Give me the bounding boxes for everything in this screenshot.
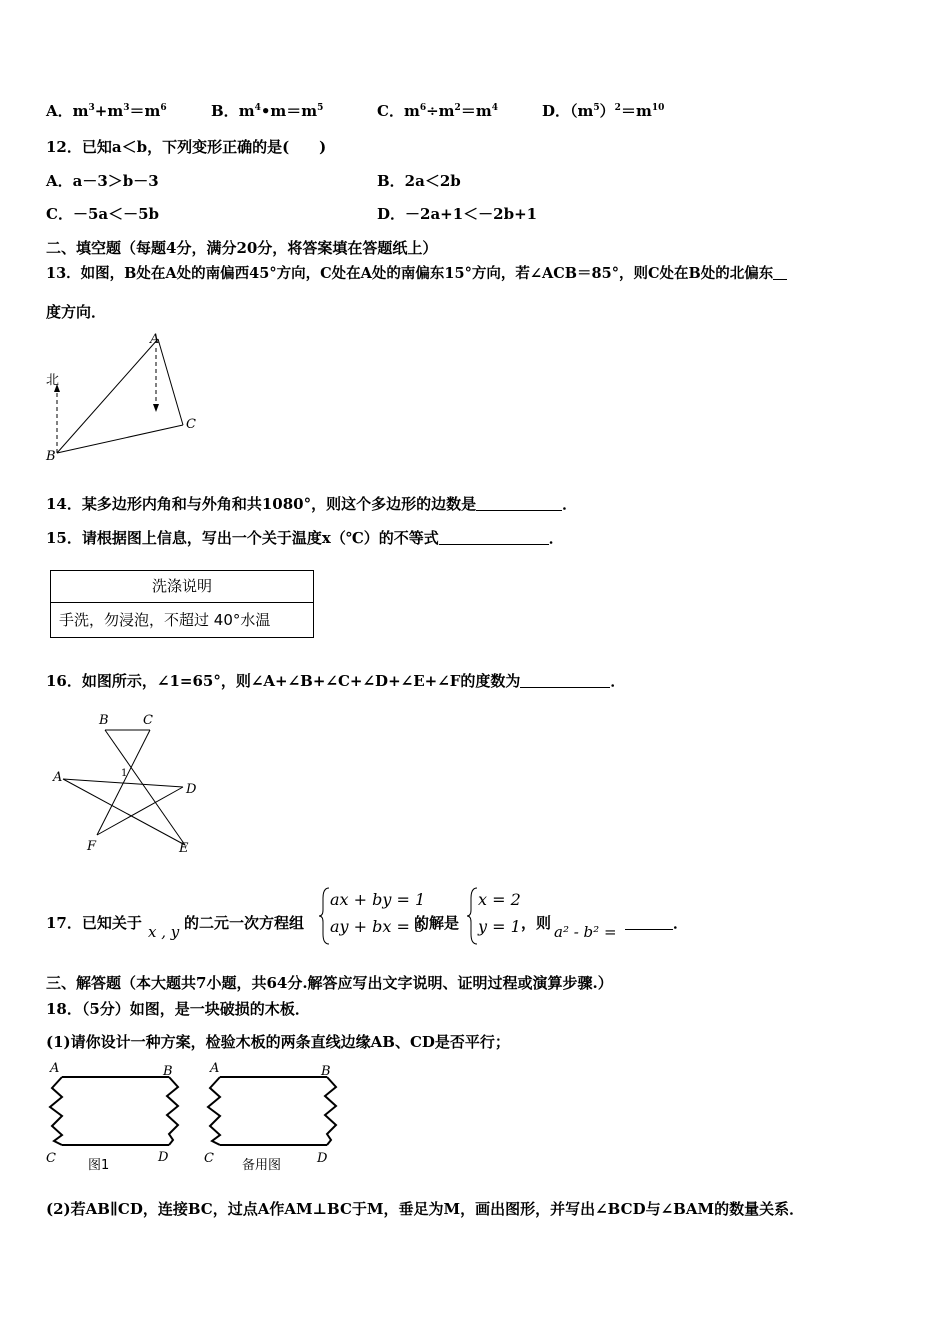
q17-then: ，则 bbox=[521, 914, 552, 932]
q18-fig1-label-d: D bbox=[158, 1150, 169, 1165]
q18-fig1-label-b: B bbox=[163, 1064, 173, 1079]
q17-solution-text: 的解是 bbox=[414, 914, 460, 932]
q18-fig2-caption: 备用图 bbox=[242, 1158, 282, 1172]
q16-figure bbox=[45, 705, 215, 865]
q17-answer-line: ． bbox=[625, 913, 688, 933]
q17-pre: 17．已知关于 bbox=[46, 914, 142, 932]
q13-label-c: C bbox=[186, 417, 196, 432]
q18-fig1-caption: 图1 bbox=[88, 1158, 110, 1172]
q12-option-c: C．－5a＜－5b bbox=[46, 205, 160, 223]
q16-label-b: B bbox=[99, 713, 109, 728]
q13-label-north: 北 bbox=[46, 373, 60, 388]
q12-option-d: D．－2a+1＜－2b+1 bbox=[377, 205, 538, 223]
q17-expr: a² - b² = bbox=[554, 923, 617, 941]
q17-eq1: ax + by = 1 bbox=[330, 890, 426, 909]
q16-label-one: 1 bbox=[121, 768, 128, 779]
q18-fig2-label-a: A bbox=[210, 1061, 220, 1076]
wash-label-table bbox=[50, 570, 314, 638]
section2-heading: 二、填空题（每题4分，满分20分，将答案填在答题纸上） bbox=[46, 239, 438, 257]
q13-line1: 13．如图，B处在A处的南偏西45°方向，C处在A处的南偏东15°方向，若∠ACB＝85°，则C处在B处的北偏东 bbox=[46, 264, 787, 284]
q12-option-b: B．2a＜2b bbox=[377, 172, 461, 190]
q16-text: 16．如图所示，∠1=65°，则∠A+∠B+∠C+∠D+∠E+∠F的度数为 ． bbox=[46, 672, 626, 690]
q18-figure-2 bbox=[196, 1060, 346, 1172]
q18-fig2-label-d: D bbox=[317, 1151, 328, 1166]
q12-stem: 12．已知a＜b，下列变形正确的是( ) bbox=[46, 138, 327, 156]
q15-text: 15．请根据图上信息，写出一个关于温度x（℃）的不等式 ． bbox=[46, 529, 564, 547]
q16-label-f: F bbox=[87, 839, 97, 854]
q16-label-c: C bbox=[143, 713, 153, 728]
q18-fig2-label-b: B bbox=[321, 1064, 331, 1079]
q17-sol2: y = 1 bbox=[478, 917, 521, 936]
q18-part1: (1)请你设计一种方案，检验木板的两条直线边缘AB、CD是否平行； bbox=[46, 1033, 510, 1051]
q17-eq2: ay + bx = 5 bbox=[330, 917, 426, 936]
q16-label-e: E bbox=[179, 841, 189, 856]
q17-sol1: x = 2 bbox=[478, 890, 521, 909]
q17-vars: x , y bbox=[148, 923, 180, 941]
q18-figure-1 bbox=[40, 1060, 190, 1172]
q11-option-b: B．$m^4•m=m^5$ bbox=[211, 102, 324, 120]
q17-mid: 的二元一次方程组 bbox=[184, 914, 305, 932]
q18-part2: (2)若AB∥CD，连接BC，过点A作AM⊥BC于M，垂足为M，画出图形，并写出∠BCD与∠BAM的数量关系． bbox=[46, 1200, 805, 1218]
section3-heading: 三、解答题（本大题共7小题，共64分.解答应写出文字说明、证明过程或演算步骤.） bbox=[46, 974, 613, 992]
q13-line2: 度方向． bbox=[46, 303, 107, 321]
q14-text: 14．某多边形内角和与外角和共1080°，则这个多边形的边数是 ． bbox=[46, 495, 578, 513]
q18-fig2-label-c: C bbox=[204, 1151, 214, 1166]
q16-label-a: A bbox=[53, 770, 63, 785]
q12-option-a: A．a－3＞b－3 bbox=[46, 172, 159, 190]
q11-option-c: C．$m^6\div m^2=m^4$ bbox=[377, 102, 498, 120]
q18-fig1-label-c: C bbox=[46, 1151, 56, 1166]
wash-label-content: 手洗，勿浸泡，不超过 40°水温 bbox=[59, 611, 271, 629]
q13-label-a: A bbox=[150, 332, 160, 347]
q11-option-d: D．$(m^5)^2=m^{10}$ bbox=[542, 102, 665, 120]
wash-label-title: 洗涤说明 bbox=[51, 571, 313, 603]
q11-option-a: A．$m^3+m^3=m^6$ bbox=[46, 102, 167, 120]
q18-stem: 18．（5分）如图，是一块破损的木板． bbox=[46, 1000, 310, 1018]
q13-label-b: B bbox=[46, 449, 56, 464]
q13-figure bbox=[40, 328, 210, 468]
q18-fig1-label-a: A bbox=[50, 1061, 60, 1076]
q16-label-d: D bbox=[186, 782, 197, 797]
